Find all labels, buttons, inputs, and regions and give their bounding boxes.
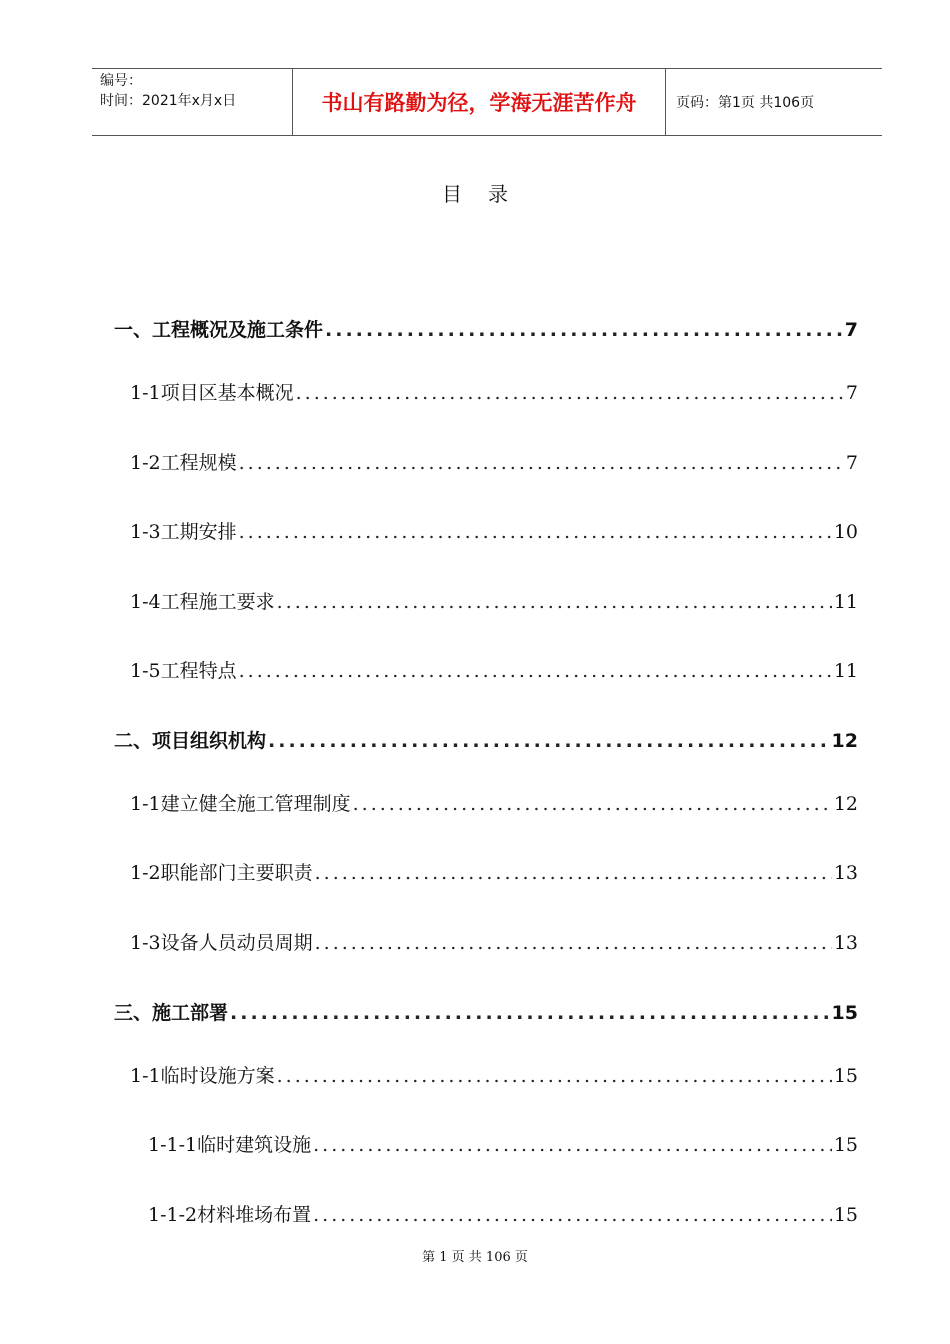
toc-entry-label: 一、工程概况及施工条件 (114, 319, 324, 341)
toc-entry-page: 15 (833, 1065, 858, 1087)
toc-entry[interactable] (148, 1200, 858, 1228)
toc-entry-page: 15 (833, 1204, 858, 1226)
toc-entry-label: 1-1-1临时建筑设施 (148, 1134, 312, 1156)
toc-entry-label: 1-3设备人员动员周期 (130, 932, 313, 954)
toc-leader-dots (315, 932, 832, 954)
toc-entry-page: 7 (844, 319, 858, 341)
page-header (92, 68, 882, 136)
toc-entry-page: 13 (833, 862, 858, 884)
header-page-info: 页码：第1页 共106页 (676, 95, 815, 111)
toc-leader-dots (268, 730, 830, 752)
toc-leader-dots (239, 521, 832, 543)
toc-entry[interactable] (114, 726, 858, 754)
toc-entry-label: 1-3工期安排 (130, 521, 237, 543)
toc-entry-page: 7 (845, 452, 858, 474)
toc-entry-label: 1-4工程施工要求 (130, 591, 275, 613)
toc-entry-label: 三、施工部署 (114, 1002, 229, 1024)
toc-entry-label: 1-5工程特点 (130, 660, 237, 682)
header-number-label: 编号： (100, 73, 142, 89)
toc-entry[interactable] (130, 928, 858, 956)
toc-entry[interactable] (130, 448, 858, 476)
toc-title: 目录 (442, 182, 534, 206)
header-meta (92, 69, 292, 135)
toc-leader-dots (239, 660, 832, 682)
toc-entry-page: 10 (833, 521, 858, 543)
toc-entry-page: 11 (833, 660, 858, 682)
toc-entry[interactable] (114, 315, 858, 343)
toc-entry[interactable] (130, 378, 858, 406)
toc-entry-page: 13 (833, 932, 858, 954)
toc-entry-label: 1-2工程规模 (130, 452, 237, 474)
header-motto: 书山有路勤为径，学海无涯苦作舟 (321, 91, 637, 115)
toc-entry-label: 1-1临时设施方案 (130, 1065, 275, 1087)
toc-entry-label: 二、项目组织机构 (114, 730, 267, 752)
toc-leader-dots (296, 382, 844, 404)
toc-leader-dots (239, 452, 844, 474)
header-time-label: 时间：2021年x月x日 (100, 93, 237, 109)
toc-entry[interactable] (130, 517, 858, 545)
toc-leader-dots (313, 1134, 832, 1156)
toc-leader-dots (315, 862, 832, 884)
toc-entry-page: 12 (831, 730, 858, 752)
page-footer: 第 1 页 共 106 页 (422, 1250, 528, 1265)
toc-entry-label: 1-1建立健全施工管理制度 (130, 793, 351, 815)
toc-leader-dots (277, 591, 832, 613)
toc-entry-label: 1-1项目区基本概况 (130, 382, 294, 404)
toc-entry[interactable] (130, 656, 858, 684)
toc-entry-page: 15 (833, 1134, 858, 1156)
toc-entry[interactable] (148, 1130, 858, 1158)
toc-entry[interactable] (114, 998, 858, 1026)
toc-leader-dots (313, 1204, 832, 1226)
toc-entry[interactable] (130, 587, 858, 615)
header-page-info-cell (666, 69, 882, 135)
toc-entry-label: 1-1-2材料堆场布置 (148, 1204, 312, 1226)
toc-entry-page: 15 (831, 1002, 858, 1024)
toc-entry-page: 7 (845, 382, 858, 404)
toc-leader-dots (353, 793, 832, 815)
toc-entry-page: 11 (833, 591, 858, 613)
toc-entry[interactable] (130, 1061, 858, 1089)
toc-entry[interactable] (130, 789, 858, 817)
toc-leader-dots (325, 319, 843, 341)
toc-leader-dots (230, 1002, 830, 1024)
toc-entry-label: 1-2职能部门主要职责 (130, 862, 313, 884)
toc-entry[interactable] (130, 858, 858, 886)
header-motto-cell (292, 69, 666, 135)
toc-leader-dots (277, 1065, 832, 1087)
toc-entry-page: 12 (833, 793, 858, 815)
